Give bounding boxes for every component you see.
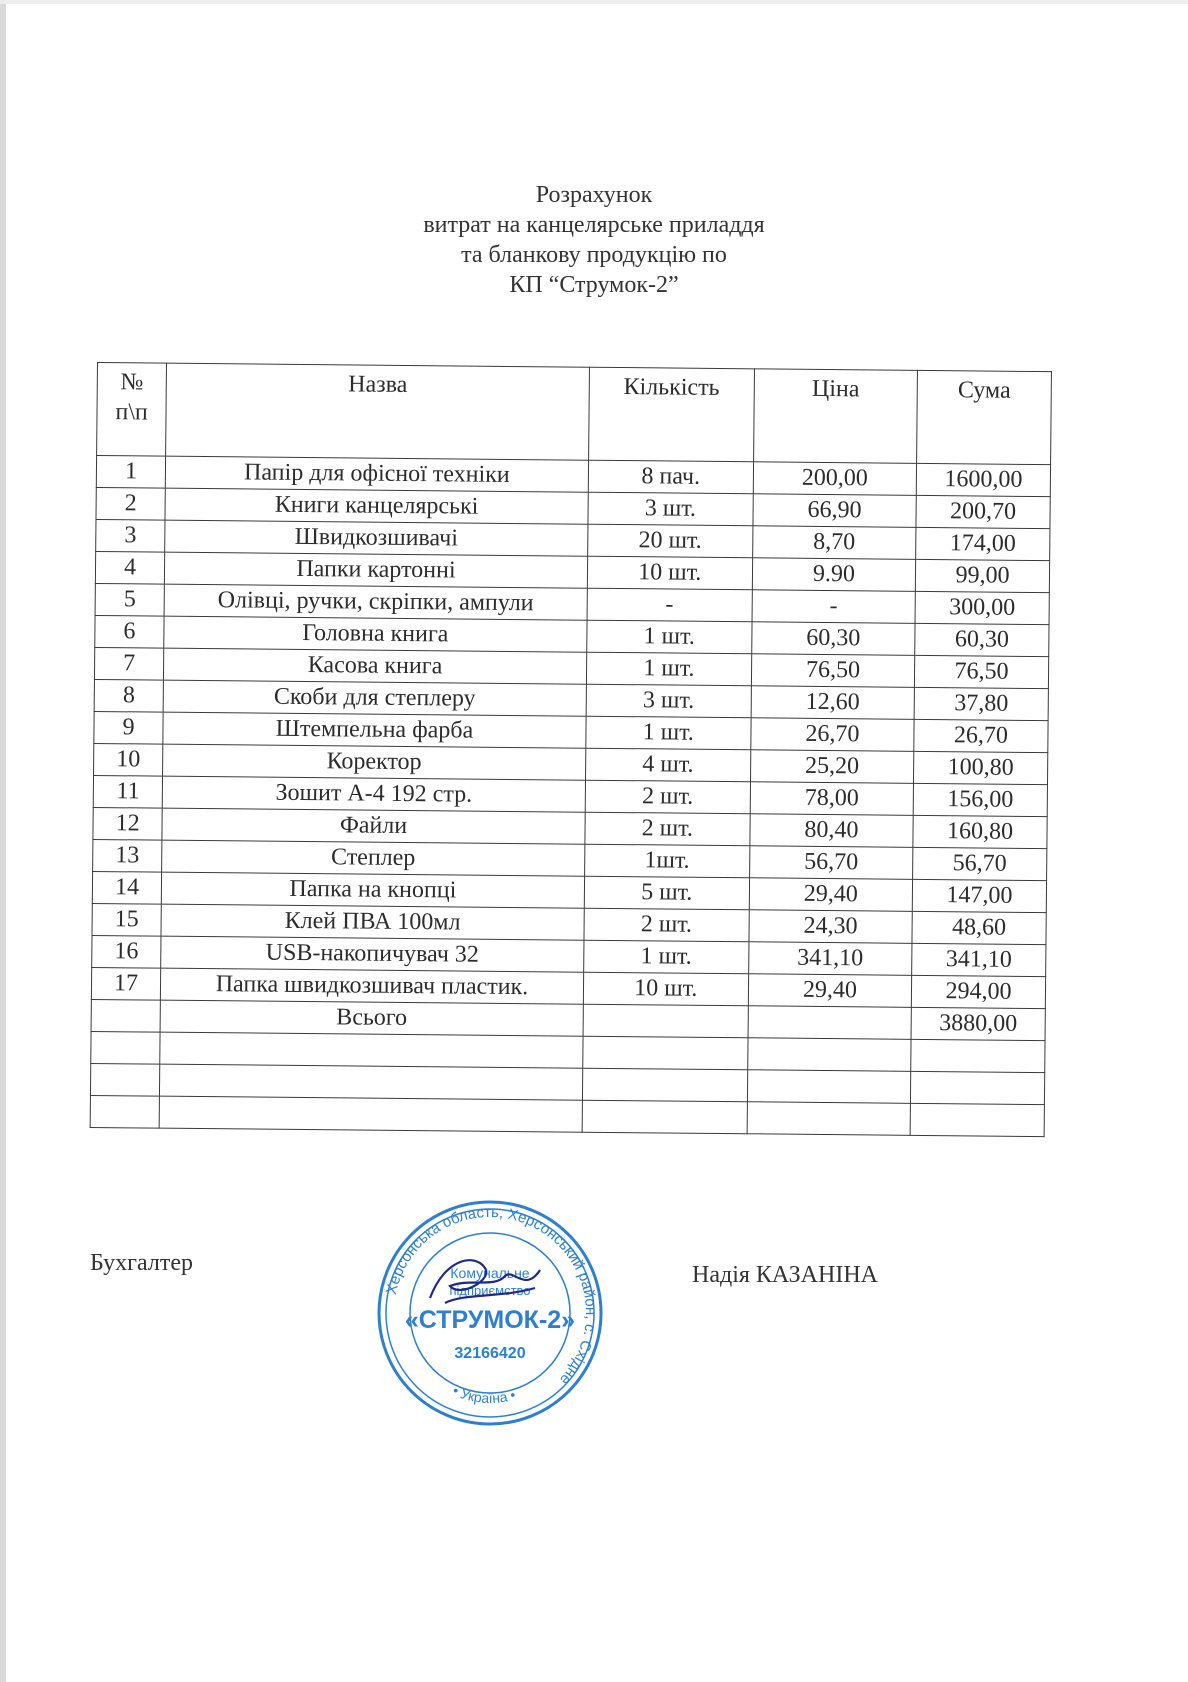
cell-num: 16 bbox=[92, 935, 161, 968]
cell-qty: 10 шт. bbox=[583, 972, 748, 1006]
cell-sum: 160,80 bbox=[913, 815, 1047, 848]
table-header-row bbox=[97, 363, 1052, 465]
cell-qty: 5 шт. bbox=[584, 876, 749, 910]
cell-sum: 147,00 bbox=[912, 879, 1046, 912]
stamp-company-name: «СТРУМОК-2» bbox=[404, 1306, 576, 1334]
empty-cell bbox=[748, 1038, 912, 1072]
cell-name: Папір для офісної техніки bbox=[165, 456, 588, 492]
signer-role: Бухгалтер bbox=[90, 1250, 194, 1276]
cell-name: Папка швидкозшивач пластик. bbox=[161, 968, 584, 1004]
empty-cell bbox=[582, 1100, 747, 1134]
cell-num: 11 bbox=[93, 775, 162, 808]
stamp-outer-text: Херсонська область, Херсонський район, с. Східне bbox=[382, 1203, 600, 1389]
empty-cell bbox=[160, 1064, 583, 1100]
cell-sum: 99,00 bbox=[915, 559, 1049, 592]
cell-qty: 2 шт. bbox=[584, 908, 749, 942]
empty-cell bbox=[910, 1071, 1044, 1104]
cell-name: Штемпельна фарба bbox=[163, 712, 586, 748]
table-body bbox=[90, 456, 1050, 1137]
empty-cell bbox=[911, 1039, 1045, 1072]
signer-name: Надія КАЗАНІНА bbox=[692, 1262, 878, 1288]
cell-qty: 1 шт. bbox=[586, 652, 751, 686]
cell-qty: 1 шт. bbox=[587, 620, 752, 654]
header-sum: Сума bbox=[917, 370, 1052, 464]
header-num: № п\п bbox=[97, 363, 167, 457]
cell-qty: 10 шт. bbox=[587, 556, 752, 590]
cell-qty: 3 шт. bbox=[588, 492, 753, 526]
cell-num: 14 bbox=[92, 871, 161, 904]
cell-price: 24,30 bbox=[749, 910, 913, 944]
title-line-2: витрат на канцелярське приладдя bbox=[423, 212, 765, 238]
cell-price: 66,90 bbox=[753, 494, 917, 528]
empty-cell bbox=[160, 1032, 583, 1068]
cell-price: 60,30 bbox=[752, 622, 916, 656]
cell-price: 26,70 bbox=[751, 718, 915, 752]
cell-num: 7 bbox=[94, 647, 163, 680]
cell-qty: 2 шт. bbox=[585, 780, 750, 814]
empty-cell bbox=[90, 1095, 159, 1128]
cell-num: 4 bbox=[95, 551, 164, 584]
stamp-bottom-text: • Україна • bbox=[450, 1382, 518, 1407]
cell-price: 9.90 bbox=[752, 558, 916, 592]
cell-sum: 1600,00 bbox=[916, 463, 1050, 496]
cell-name: Скоби для степлеру bbox=[163, 680, 586, 716]
cell-name: Коректор bbox=[163, 744, 586, 780]
cell-qty: 1шт. bbox=[584, 844, 749, 878]
cell-num: 8 bbox=[94, 679, 163, 712]
cell-price: 80,40 bbox=[750, 814, 914, 848]
cell-name: Книги канцелярські bbox=[165, 488, 588, 524]
title-line-4: КП “Струмок-2” bbox=[509, 272, 679, 298]
cell-num: 2 bbox=[96, 487, 165, 520]
cell-qty: 2 шт. bbox=[585, 812, 750, 846]
cell-qty: - bbox=[587, 588, 752, 622]
empty-cell bbox=[90, 1063, 159, 1096]
cell-name: Головна книга bbox=[164, 616, 587, 652]
official-stamp bbox=[375, 1198, 605, 1428]
cell-price: 29,40 bbox=[748, 974, 912, 1008]
cell-price: - bbox=[752, 590, 916, 624]
cell-num: 15 bbox=[92, 903, 161, 936]
header-price: Ціна bbox=[753, 369, 917, 464]
cell-price: 12,60 bbox=[751, 686, 915, 720]
cell-sum: 174,00 bbox=[916, 527, 1050, 560]
stamp-type-line-1: Комунальне bbox=[450, 1265, 530, 1281]
cell-sum: 26,70 bbox=[914, 719, 1048, 752]
header-name: Назва bbox=[166, 363, 589, 460]
cell-qty: 20 шт. bbox=[587, 524, 752, 558]
cell-sum: 56,70 bbox=[913, 847, 1047, 880]
cell-num: 10 bbox=[94, 743, 163, 776]
cell-num: 5 bbox=[95, 583, 164, 616]
empty-cell bbox=[747, 1070, 911, 1104]
cell-num: 13 bbox=[93, 839, 162, 872]
cell-sum: 37,80 bbox=[914, 687, 1048, 720]
cell-num: 1 bbox=[96, 456, 165, 489]
stamp-type-line-2: підприємство bbox=[449, 1283, 531, 1298]
scan-top-edge bbox=[0, 0, 1188, 4]
cell-qty: 1 шт. bbox=[583, 940, 748, 974]
cell-name: Файли bbox=[162, 808, 585, 844]
cell-sum: 76,50 bbox=[914, 655, 1048, 688]
cell-price: 8,70 bbox=[752, 526, 916, 560]
cell-qty: 8 пач. bbox=[588, 460, 753, 494]
total-value: 3880,00 bbox=[911, 1007, 1045, 1040]
empty-cell bbox=[91, 1031, 160, 1064]
cell-sum: 300,00 bbox=[915, 591, 1049, 624]
header-qty: Кількість bbox=[588, 367, 754, 462]
cell-sum: 48,60 bbox=[912, 911, 1046, 944]
cell-sum: 156,00 bbox=[913, 783, 1047, 816]
cell-sum: 341,10 bbox=[912, 943, 1046, 976]
document-title bbox=[0, 180, 1188, 300]
empty-cell bbox=[583, 1036, 748, 1070]
cell-name: Клей ПВА 100мл bbox=[161, 904, 584, 940]
cell-sum: 294,00 bbox=[911, 975, 1045, 1008]
cell-name: Олівці, ручки, скріпки, ампули bbox=[164, 584, 587, 620]
cell-name: Степлер bbox=[162, 840, 585, 876]
cell-price: 25,20 bbox=[750, 750, 914, 784]
cell-name: Папка на кнопці bbox=[161, 872, 584, 908]
cell-price: 76,50 bbox=[751, 654, 915, 688]
cell-sum: 100,80 bbox=[914, 751, 1048, 784]
cell-price: 78,00 bbox=[750, 782, 914, 816]
total-label: Всього bbox=[160, 1000, 583, 1036]
cell-price: 29,40 bbox=[749, 878, 913, 912]
empty-cell bbox=[747, 1102, 911, 1136]
cell-name: Папки картонні bbox=[165, 552, 588, 588]
cell-price bbox=[748, 1006, 912, 1040]
cell-qty: 4 шт. bbox=[585, 748, 750, 782]
cell-name: USB-накопичувач 32 bbox=[161, 936, 584, 972]
cell-price: 56,70 bbox=[749, 846, 913, 880]
title-line-3: та бланкову продукцію по bbox=[461, 242, 727, 268]
cell-num: 17 bbox=[91, 967, 160, 1000]
stamp-code: 32166420 bbox=[454, 1345, 526, 1362]
cell-sum: 200,70 bbox=[916, 495, 1050, 528]
cell-num: 6 bbox=[95, 615, 164, 648]
cell-name: Швидкозшивачі bbox=[165, 520, 588, 556]
expense-table bbox=[90, 362, 1052, 1137]
cell-num bbox=[91, 999, 160, 1032]
cell-sum: 60,30 bbox=[915, 623, 1049, 656]
cell-qty: 1 шт. bbox=[586, 716, 751, 750]
cell-price: 341,10 bbox=[748, 942, 912, 976]
cell-name: Зошит А-4 192 стр. bbox=[162, 776, 585, 812]
cell-num: 12 bbox=[93, 807, 162, 840]
cell-qty: 3 шт. bbox=[586, 684, 751, 718]
title-line-1: Розрахунок bbox=[535, 182, 653, 208]
cell-num: 3 bbox=[96, 519, 165, 552]
empty-cell bbox=[159, 1096, 582, 1132]
cell-price: 200,00 bbox=[753, 462, 917, 496]
empty-cell bbox=[582, 1068, 747, 1102]
cell-num: 9 bbox=[94, 711, 163, 744]
empty-cell bbox=[910, 1103, 1044, 1136]
cell-qty bbox=[583, 1004, 748, 1038]
cell-name: Касова книга bbox=[164, 648, 587, 684]
